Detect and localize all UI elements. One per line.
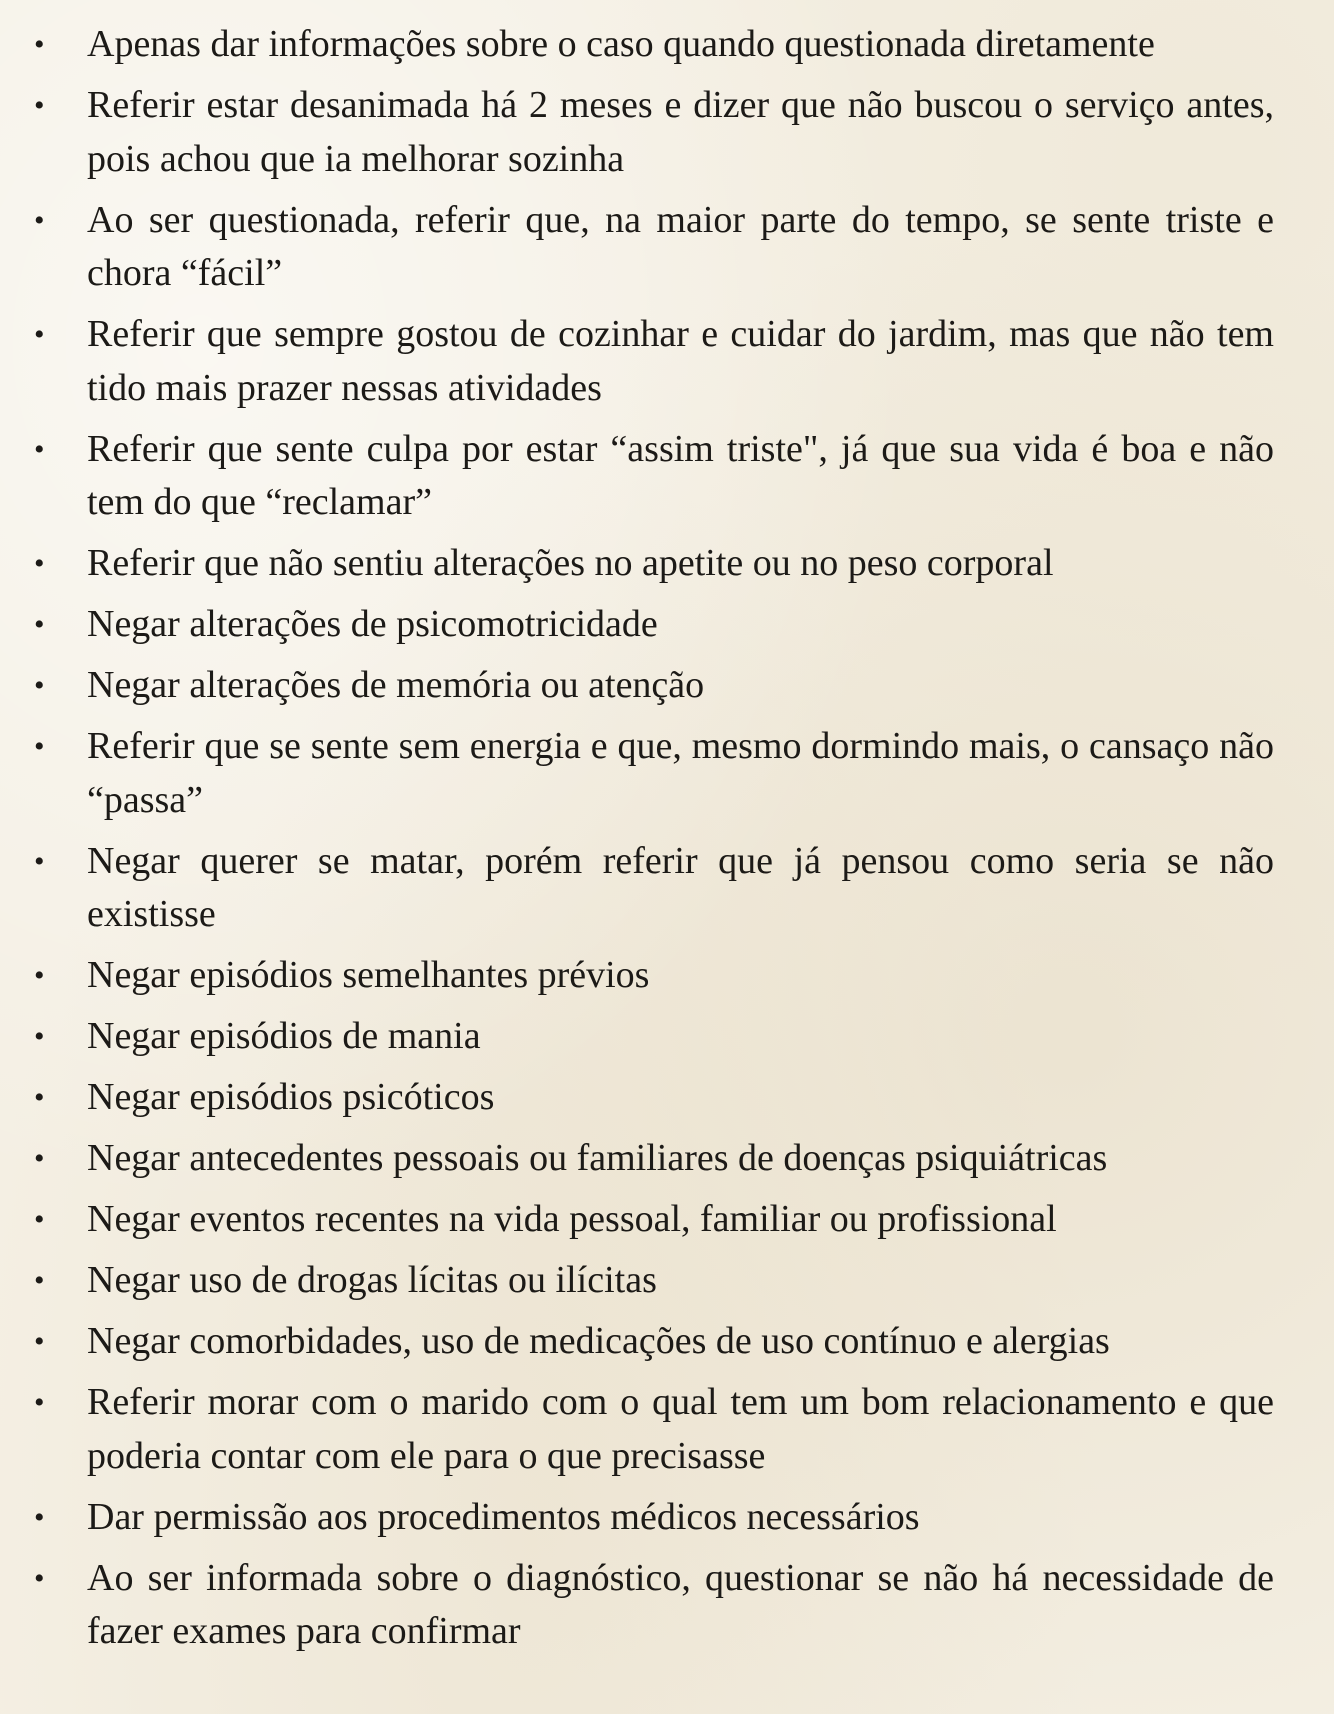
list-item bbox=[34, 659, 1274, 713]
list-item bbox=[34, 949, 1274, 1003]
bullet-icon: • bbox=[34, 1561, 45, 1595]
list-item-text: Referir que não sentiu alterações no apetite ou no peso corporal bbox=[87, 542, 1054, 584]
list-item bbox=[34, 720, 1274, 827]
bullet-icon: • bbox=[34, 203, 45, 237]
list-item bbox=[34, 1071, 1274, 1125]
list-item-text: Negar episódios de mania bbox=[87, 1015, 481, 1057]
list-item bbox=[34, 79, 1274, 186]
list-item-text: Ao ser informada sobre o diagnóstico, questionar se não há necessidade de fazer exames para confirmar bbox=[87, 1556, 1274, 1652]
bullet-icon: • bbox=[34, 1142, 45, 1175]
bullet-icon: • bbox=[34, 1264, 45, 1297]
list-item bbox=[34, 1254, 1274, 1308]
bullet-icon: • bbox=[34, 28, 45, 61]
list-item-text: Dar permissão aos procedimentos médicos necessários bbox=[87, 1495, 920, 1538]
list-item bbox=[34, 1491, 1274, 1545]
list-item-text: Negar comorbidades, uso de medicações de uso contínuo e alergias bbox=[87, 1320, 1110, 1362]
list-item-text: Referir morar com o marido com o qual tem um bom relacionamento e que poderia contar com ele para o que precisasse bbox=[87, 1381, 1274, 1477]
bullet-icon: • bbox=[34, 1020, 45, 1053]
list-item bbox=[34, 835, 1274, 942]
list-item-text: Negar alterações de memória ou atenção bbox=[87, 664, 705, 706]
bullet-icon: • bbox=[34, 669, 45, 702]
list-item-text: Negar alterações de psicomotricidade bbox=[87, 603, 658, 645]
list-item-text: Negar antecedentes pessoais ou familiares de doenças psiquiátricas bbox=[87, 1137, 1108, 1179]
list-item bbox=[34, 1376, 1274, 1483]
list-item bbox=[34, 18, 1274, 72]
bullet-icon: • bbox=[34, 432, 45, 466]
instruction-list bbox=[34, 18, 1274, 1659]
list-item bbox=[34, 1010, 1274, 1064]
list-item-text: Negar uso de drogas lícitas ou ilícitas bbox=[87, 1259, 657, 1301]
list-item-text: Negar episódios semelhantes prévios bbox=[87, 954, 650, 996]
bullet-icon: • bbox=[34, 318, 45, 351]
list-item bbox=[34, 194, 1274, 301]
list-item bbox=[34, 308, 1274, 415]
bullet-icon: • bbox=[34, 730, 45, 763]
list-item bbox=[34, 1315, 1274, 1369]
list-item-text: Negar eventos recentes na vida pessoal, familiar ou profissional bbox=[87, 1198, 1057, 1240]
list-item-text: Negar querer se matar, porém referir que já pensou como seria se não existisse bbox=[87, 839, 1274, 935]
bullet-icon: • bbox=[34, 959, 45, 992]
bullet-icon: • bbox=[34, 547, 45, 580]
list-item bbox=[34, 1132, 1274, 1186]
list-item-text: Referir que sempre gostou de cozinhar e cuidar do jardim, mas que não tem tido mais prazer nessas atividades bbox=[87, 313, 1274, 409]
bullet-icon: • bbox=[34, 1203, 45, 1236]
list-item bbox=[34, 598, 1274, 652]
list-item bbox=[34, 1552, 1274, 1659]
list-item-text: Ao ser questionada, referir que, na maior parte do tempo, se sente triste e chora “fácil” bbox=[87, 198, 1274, 294]
bullet-icon: • bbox=[34, 89, 45, 122]
list-item-text: Referir que se sente sem energia e que, mesmo dormindo mais, o cansaço não “passa” bbox=[87, 725, 1274, 821]
bullet-icon: • bbox=[34, 844, 45, 878]
list-item-text: Referir que sente culpa por estar “assim triste", já que sua vida é boa e não tem do que “reclamar” bbox=[87, 427, 1274, 523]
bullet-icon: • bbox=[34, 1325, 45, 1358]
bullet-icon: • bbox=[34, 1386, 45, 1419]
list-item-text: Referir estar desanimada há 2 meses e dizer que não buscou o serviço antes, pois achou que ia melhorar sozinha bbox=[87, 84, 1274, 180]
bullet-icon: • bbox=[34, 1500, 45, 1534]
list-item-text: Negar episódios psicóticos bbox=[87, 1076, 495, 1118]
list-item-text: Apenas dar informações sobre o caso quando questionada diretamente bbox=[87, 23, 1155, 65]
bullet-icon: • bbox=[34, 608, 45, 641]
list-item bbox=[34, 1193, 1274, 1247]
list-item bbox=[34, 537, 1274, 591]
bullet-icon: • bbox=[34, 1081, 45, 1114]
list-item bbox=[34, 423, 1274, 530]
